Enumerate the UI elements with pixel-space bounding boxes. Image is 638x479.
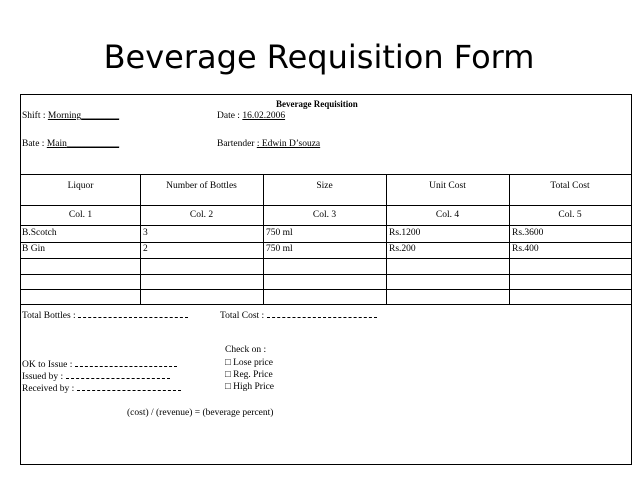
ok-to-issue-field bbox=[22, 358, 177, 370]
header-total-cost: Total Cost bbox=[550, 181, 590, 191]
received-by-field bbox=[22, 382, 181, 394]
form-heading: Beverage Requisition bbox=[276, 99, 358, 109]
check-lose-price bbox=[225, 358, 273, 368]
date-field bbox=[217, 111, 285, 121]
header-liquor: Liquor bbox=[67, 181, 94, 191]
bartender-value: : Edwin D’souza bbox=[256, 139, 321, 149]
table-rule bbox=[21, 225, 631, 226]
slide-title: Beverage Requisition Form bbox=[103, 38, 535, 76]
check-label: Lose price bbox=[233, 358, 273, 368]
table-cell: B Gin bbox=[22, 244, 45, 254]
bate-value: Main___________ bbox=[46, 139, 120, 149]
date-value: 16.02.2006 bbox=[242, 111, 286, 121]
table-top-border bbox=[21, 174, 631, 175]
check-on-label: Check on : bbox=[225, 345, 267, 355]
col-label-2: Col. 2 bbox=[189, 210, 214, 220]
column-divider bbox=[509, 174, 510, 304]
table-cell: Rs.200 bbox=[389, 244, 416, 254]
bate-label: Bate : bbox=[22, 139, 45, 149]
table-cell: 750 ml bbox=[266, 244, 293, 254]
col-label-5: Col. 5 bbox=[558, 210, 582, 220]
ok-to-issue-label: OK to Issue : bbox=[22, 360, 73, 370]
formula: (cost) / (revenue) = (beverage percent) bbox=[127, 408, 274, 418]
table-bottom-border bbox=[21, 304, 631, 305]
col-label-4: Col. 4 bbox=[435, 210, 460, 220]
bartender-field bbox=[217, 139, 320, 149]
total-cost-label: Total Cost : bbox=[220, 311, 265, 321]
total-cost-field bbox=[220, 309, 377, 321]
table-rule bbox=[21, 274, 631, 275]
bate-field bbox=[22, 139, 119, 149]
received-by-blank bbox=[77, 382, 181, 391]
table-rule bbox=[21, 289, 631, 290]
table-cell: 3 bbox=[143, 228, 148, 238]
issued-by-label: Issued by : bbox=[22, 372, 64, 382]
table-rule bbox=[21, 258, 631, 259]
check-reg-price bbox=[225, 370, 273, 380]
col-label-3: Col. 3 bbox=[312, 210, 337, 220]
table-rule bbox=[21, 242, 631, 243]
received-by-label: Received by : bbox=[22, 384, 75, 394]
table-cell: 2 bbox=[143, 244, 148, 254]
issued-by-blank bbox=[66, 370, 170, 379]
total-bottles-field bbox=[22, 309, 188, 321]
checkbox-icon: □ bbox=[225, 382, 231, 392]
check-label: High Price bbox=[233, 382, 275, 392]
shift-value: Morning________ bbox=[47, 111, 120, 121]
table-cell: Rs.1200 bbox=[389, 228, 421, 238]
checkbox-icon: □ bbox=[225, 358, 231, 368]
header-size: Size bbox=[316, 181, 333, 191]
total-bottles-blank bbox=[78, 309, 188, 318]
bartender-label: Bartender bbox=[217, 139, 255, 149]
table-cell: B.Scotch bbox=[22, 228, 57, 238]
shift-field bbox=[22, 111, 119, 121]
column-divider bbox=[140, 174, 141, 304]
column-divider bbox=[386, 174, 387, 304]
col-label-1: Col. 1 bbox=[68, 210, 93, 220]
header-number-of-bottles: Number of Bottles bbox=[166, 181, 237, 191]
total-bottles-label: Total Bottles : bbox=[22, 311, 76, 321]
column-divider bbox=[263, 174, 264, 304]
requisition-form bbox=[20, 94, 632, 465]
table-cell: Rs.3600 bbox=[512, 228, 544, 238]
date-label: Date : bbox=[217, 111, 240, 121]
total-cost-blank bbox=[267, 309, 377, 318]
issued-by-field bbox=[22, 370, 170, 382]
ok-to-issue-blank bbox=[75, 358, 177, 367]
table-rule bbox=[21, 205, 631, 206]
header-unit-cost: Unit Cost bbox=[429, 181, 466, 191]
table-cell: 750 ml bbox=[266, 228, 293, 238]
shift-label: Shift : bbox=[22, 111, 46, 121]
check-label: Reg. Price bbox=[233, 370, 273, 380]
checkbox-icon: □ bbox=[225, 370, 231, 380]
check-high-price bbox=[225, 382, 274, 392]
table-cell: Rs.400 bbox=[512, 244, 539, 254]
